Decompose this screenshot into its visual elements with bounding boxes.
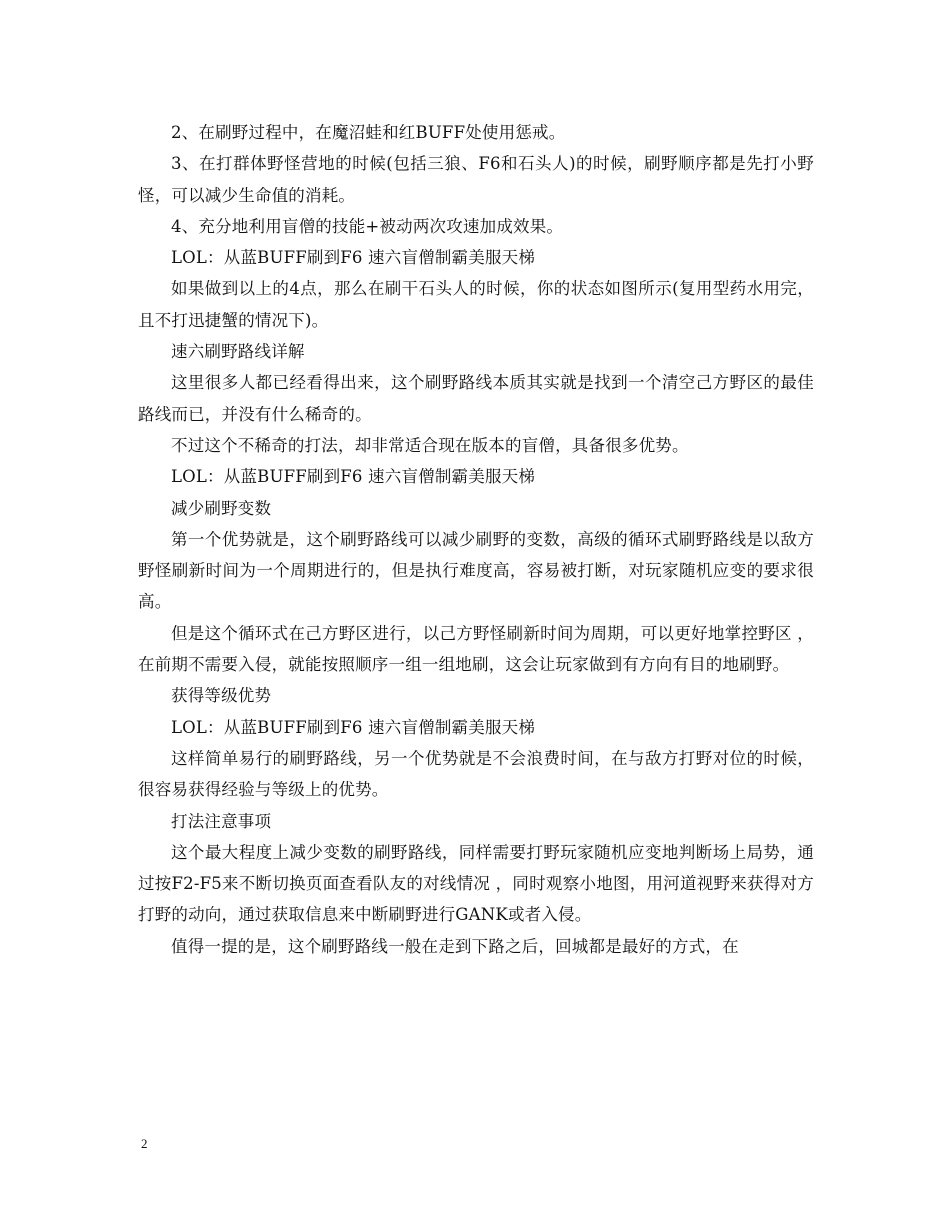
section-heading: 速六刷野路线详解 — [171, 342, 305, 362]
paragraph: LOL：从蓝BUFF刷到F6 速六盲僧制霸美服天梯 — [171, 248, 536, 268]
paragraph: 但是这个循环式在己方野区进行，以己方野怪刷新时间为周期，可以更好地掌控野区 ，在前期不需要入侵，就能按照顺序一组一组地刷，这会让玩家做到有方向有目的地刷野。 — [138, 623, 814, 675]
paragraph: 不过这个不稀奇的打法，却非常适合现在版本的盲僧，具备很多优势。 — [171, 435, 689, 455]
paragraph: 值得一提的是，这个刷野路线一般在走到下路之后，回城都是最好的方式，在 — [171, 936, 739, 956]
body-text — [138, 117, 814, 962]
paragraph: 4、充分地利用盲僧的技能+被动两次攻速加成效果。 — [171, 216, 564, 236]
section-heading: 减少刷野变数 — [171, 498, 272, 518]
page-number: 2 — [141, 1136, 148, 1151]
paragraph: 这里很多人都已经看得出来，这个刷野路线本质其实就是找到一个清空己方野区的最佳路线而已，并没有什么稀奇的。 — [138, 373, 814, 424]
paragraph: 这个最大程度上减少变数的刷野路线，同样需要打野玩家随机应变地判断场上局势，通过按F2-F5来不断切换页面查看队友的对线情况 ，同时观察小地图，用河道视野来获得对方打野的动向，通过获取信息来中断刷野进行GANK或者入侵。 — [138, 842, 814, 925]
paragraph: 2、在刷野过程中，在魔沼蛙和红BUFF处使用惩戒。 — [171, 123, 566, 142]
paragraph: 如果做到以上的4点，那么在刷干石头人的时候，你的状态如图所示(复用型药水用完，且不打迅捷蟹的情况下)。 — [138, 279, 814, 330]
section-heading: 打法注意事项 — [171, 811, 272, 831]
paragraph: LOL：从蓝BUFF刷到F6 速六盲僧制霸美服天梯 — [171, 467, 536, 487]
paragraph: LOL：从蓝BUFF刷到F6 速六盲僧制霸美服天梯 — [171, 717, 536, 737]
paragraph: 第一个优势就是，这个刷野路线可以减少刷野的变数，高级的循环式刷野路线是以敌方野怪刷新时间为一个周期进行的，但是执行难度高，容易被打断，对玩家随机应变的要求很高。 — [138, 529, 814, 612]
paragraph: 这样简单易行的刷野路线，另一个优势就是不会浪费时间，在与敌方打野对位的时候，很容易获得经验与等级上的优势。 — [138, 748, 814, 800]
paragraph: 3、在打群体野怪营地的时候(包括三狼、F6和石头人)的时候，刷野顺序都是先打小野怪，可以减少生命值的消耗。 — [138, 154, 814, 205]
section-heading: 获得等级优势 — [171, 686, 272, 706]
